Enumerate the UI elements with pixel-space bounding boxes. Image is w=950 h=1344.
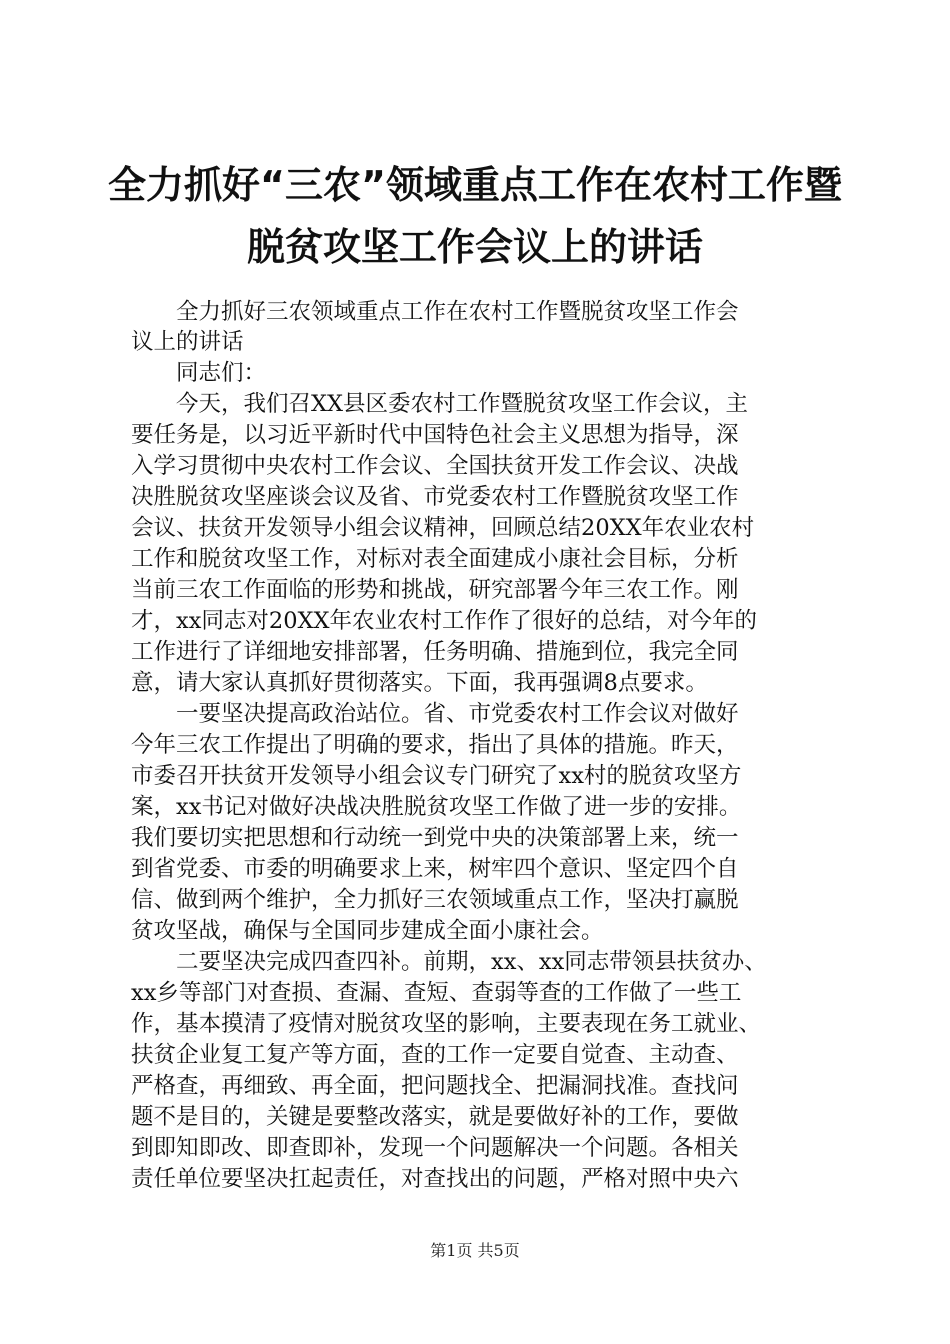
body-line: 我们要切实把思想和行动统一到党中央的决策部署上来，统一 — [131, 825, 739, 851]
body-line: 二要坚决完成四查四补。前期，xx、xx同志带领县扶贫办、 — [131, 949, 767, 975]
body-line: xx乡等部门对查损、查漏、查短、查弱等查的工作做了一些工 — [131, 980, 742, 1006]
body-line: 作，基本摸清了疫情对脱贫攻坚的影响，主要表现在务工就业、 — [131, 1011, 762, 1037]
body-line: 题不是目的，关键是要整改落实，就是要做好补的工作，要做 — [131, 1104, 739, 1130]
body-line: 一要坚决提高政治站位。省、市党委农村工作会议对做好 — [131, 701, 739, 727]
body-line: 工作和脱贫攻坚工作，对标对表全面建成小康社会目标，分析 — [131, 546, 739, 572]
body-line: 议上的讲话 — [131, 329, 244, 355]
body-line: 入学习贯彻中央农村工作会议、全国扶贫开发工作会议、决战 — [131, 453, 739, 479]
body-line: 意，请大家认真抓好贯彻落实。下面，我再强调8点要求。 — [131, 670, 708, 696]
body-line: 扶贫企业复工复产等方面，查的工作一定要自觉查、主动查、 — [131, 1042, 739, 1068]
page-footer: 第1页 共5页 — [430, 1241, 520, 1260]
document-title-line-2: 脱贫攻坚工作会议上的讲话 — [246, 225, 703, 269]
body-line: 当前三农工作面临的形势和挑战，研究部署今年三农工作。刚 — [131, 577, 739, 603]
body-line: 案，xx书记对做好决战决胜脱贫攻坚工作做了进一步的安排。 — [131, 794, 742, 820]
body-line: 全力抓好三农领域重点工作在农村工作暨脱贫攻坚工作会 — [131, 299, 739, 325]
body-line: 决胜脱贫攻坚座谈会议及省、市党委农村工作暨脱贫攻坚工作 — [131, 484, 739, 510]
body-line: 信、做到两个维护，全力抓好三农领域重点工作，坚决打赢脱 — [131, 887, 739, 913]
body-line: 同志们： — [131, 360, 267, 386]
body-line: 会议、扶贫开发领导小组会议精神，回顾总结20XX年农业农村 — [131, 515, 755, 541]
body-line: 今年三农工作提出了明确的要求，指出了具体的措施。昨天， — [131, 732, 739, 758]
body-line: 工作进行了详细地安排部署，任务明确、措施到位，我完全同 — [131, 639, 739, 665]
body-line: 市委召开扶贫开发领导小组会议专门研究了xx村的脱贫攻坚方 — [131, 763, 742, 789]
body-line: 到省党委、市委的明确要求上来，树牢四个意识、坚定四个自 — [131, 856, 739, 882]
body-line: 责任单位要坚决扛起责任，对查找出的问题，严格对照中央六 — [131, 1166, 739, 1192]
body-line: 才，xx同志对20XX年农业农村工作作了很好的总结，对今年的 — [131, 608, 758, 634]
body-line: 今天，我们召XX县区委农村工作暨脱贫攻坚工作会议，主 — [131, 391, 749, 417]
body-line: 严格查，再细致、再全面，把问题找全、把漏洞找准。查找问 — [131, 1073, 739, 1099]
body-line: 要任务是，以习近平新时代中国特色社会主义思想为指导，深 — [131, 422, 739, 448]
body-line: 贫攻坚战，确保与全国同步建成全面小康社会。 — [131, 918, 604, 944]
body-line: 到即知即改、即查即补，发现一个问题解决一个问题。各相关 — [131, 1135, 739, 1161]
document-title-line-1: 全力抓好“三农”领域重点工作在农村工作暨 — [108, 163, 842, 207]
